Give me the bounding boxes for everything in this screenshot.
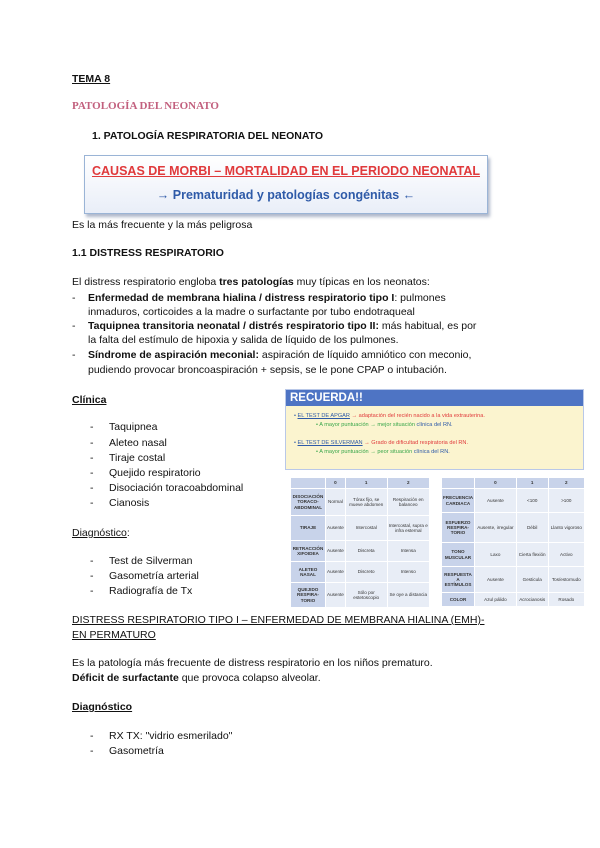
emh-text2-rest: que provoca colapso alveolar.: [178, 672, 321, 684]
table-cell: Activo: [548, 543, 584, 567]
pathology-item: - Enfermedad de membrana hialina / distress respiratorio tipo I: pulmones: [72, 292, 446, 304]
tema-label: TEMA 8: [72, 73, 111, 85]
table-header: 2: [548, 478, 584, 489]
diagnostico2-item: - RX TX: "vidrio esmerilado": [90, 730, 233, 742]
clinica-item-text: Taquipnea: [109, 421, 158, 433]
table-row: [442, 489, 585, 513]
table-cell: Tos/estornudo: [548, 567, 584, 593]
table-cell: Rosado: [548, 593, 584, 607]
clinica-item: - Cianosis: [90, 497, 150, 509]
table-row: [442, 513, 585, 543]
clinica-item: - Disociación toracoabdominal: [90, 482, 244, 494]
emh-text2-bold: Déficit de surfactante: [72, 672, 179, 684]
table-cell: Discreto: [345, 562, 387, 583]
diagnostico-item-text: Test de Silverman: [109, 555, 193, 567]
pathology-continuation: pudiendo provocar broncoaspiración + sepsis, se le pone CPAP o intubación.: [88, 364, 447, 376]
recuerda-title: RECUERDA!!: [286, 390, 583, 406]
table-header: [291, 478, 326, 489]
section-title: PATOLOGÍA DEL NEONATO: [72, 100, 219, 112]
pathology-item: - Síndrome de aspiración meconial: aspiración de líquido amniótico con meconio,: [72, 349, 472, 361]
pathology-bold: Síndrome de aspiración meconial:: [88, 349, 259, 361]
diagnostico2-item: - Gasometría: [90, 745, 164, 757]
table-row-header: TIRAJE: [291, 516, 326, 541]
table-cell: Ausente: [326, 541, 346, 562]
clinica-item: - Taquipnea: [90, 421, 158, 433]
causes-banner: [84, 155, 488, 214]
apgar-sub-a: A mayor puntuación → mejor situación: [319, 422, 415, 428]
pathology-bold: Enfermedad de membrana hialina / distress respiratorio tipo I: [88, 292, 395, 304]
intro-paragraph: [72, 276, 430, 288]
silverman-sub-b: clínica del RN.: [412, 449, 450, 455]
table-cell: Ausente, irregular: [475, 513, 517, 543]
table-row: [291, 541, 430, 562]
emh-text2: [72, 672, 321, 684]
table-header: 0: [475, 478, 517, 489]
clinica-item-text: Aleteo nasal: [109, 437, 167, 449]
diagnostico-item: - Test de Silverman: [90, 555, 193, 567]
banner-line1: CAUSAS DE MORBI – MORTALIDAD EN EL PERIODO NEONATAL: [92, 164, 480, 178]
table-cell: <100: [516, 489, 548, 513]
emh-heading-line2: EN PERMATURO: [72, 629, 156, 641]
apgar-line: • EL TEST DE APGAR → adaptación del recién nacido a la vida extrauterina.: [294, 413, 485, 419]
table-header: [442, 478, 475, 489]
pathology-text: más habitual, es por: [378, 320, 477, 332]
table-row-header: TONO MUSCULAR: [442, 543, 475, 567]
pathology-bold: Taquipnea transitoria neonatal / distrés respiratorio tipo II:: [88, 320, 379, 332]
silverman-sub-a: A mayor puntuación → peor situación: [319, 449, 413, 455]
pathology-item: - Taquipnea transitoria neonatal / distrés respiratorio tipo II: más habitual, es por: [72, 320, 477, 332]
table-row-header: RETRACCIÓN XIFOIDEA: [291, 541, 326, 562]
table-row: [291, 562, 430, 583]
table-row-header: ESFUERZO RESPIRA-TORIO: [442, 513, 475, 543]
diagnostico-item: - Gasometría arterial: [90, 570, 199, 582]
table-cell: Laxo: [475, 543, 517, 567]
silverman-text: → Grado de dificultad respiratoria del RN.: [364, 440, 468, 446]
intro-bold: tres patologías: [219, 276, 294, 288]
table-row-header: FRECUENCIA CARDIACA: [442, 489, 475, 513]
silverman-line: • EL TEST DE SILVERMAN → Grado de dificultad respiratoria del RN.: [294, 440, 468, 446]
diagnostico-item-text: Gasometría arterial: [109, 570, 199, 582]
table-row: [442, 543, 585, 567]
banner-line2: → Prematuridad y patologías congénitas ←: [156, 188, 416, 202]
table-cell: Débil: [516, 513, 548, 543]
recuerda-box: [285, 389, 584, 470]
apgar-sub: • A mayor puntuación → mejor situación clínica del RN.: [316, 422, 453, 428]
table-header: 1: [516, 478, 548, 489]
intro-post: muy típicas en los neonatos:: [293, 276, 430, 288]
table-row-header: RESPUESTA A ESTÍMULOS: [442, 567, 475, 593]
diagnostico-item-text: Radiografía de Tx: [109, 585, 193, 597]
table-cell: Intenso: [387, 562, 430, 583]
table-header: 1: [345, 478, 387, 489]
pathology-text: aspiración de líquido amniótico con meconio,: [258, 349, 472, 361]
table-cell: Normal: [326, 489, 346, 516]
table-cell: >100: [548, 489, 584, 513]
diagnostico2-item-text: RX TX: "vidrio esmerilado": [109, 730, 233, 742]
intro-pre: El distress respiratorio engloba: [72, 276, 220, 288]
table-cell: Gesticula: [516, 567, 548, 593]
apgar-sub-b: clínica del RN.: [414, 422, 453, 428]
clinica-item-text: Disociación toracoabdominal: [109, 482, 244, 494]
table-cell: Llanto vigoroso: [548, 513, 584, 543]
clinica-item: - Aleteo nasal: [90, 437, 167, 449]
table-cell: Intercostal, supra e infra esternal: [387, 516, 430, 541]
clinica-item-text: Cianosis: [109, 497, 150, 509]
table-cell: Acrocianosis: [516, 593, 548, 607]
table-row-header: QUEJIDO RESPIRA-TORIO: [291, 583, 326, 608]
table-cell: Azul pálido: [475, 593, 517, 607]
diagnostico2-title: Diagnóstico: [72, 701, 133, 713]
clinica-title: Clínica: [72, 394, 107, 406]
table-cell: Tórax fijo, se mueve abdomen: [345, 489, 387, 516]
table-cell: Ausente: [326, 583, 346, 608]
table-row: [442, 593, 585, 607]
table-cell: Discreta: [345, 541, 387, 562]
table-cell: Sólo por estetoscopio: [345, 583, 387, 608]
table-cell: Intercostal: [345, 516, 387, 541]
table-row-header: DISOCIACIÓN TORACO-ABDOMINAL: [291, 489, 326, 516]
table-cell: Ausente: [326, 516, 346, 541]
apgar-label: EL TEST DE APGAR: [297, 413, 350, 419]
table-cell: Se oye a distancia: [387, 583, 430, 608]
emh-text1: Es la patología más frecuente de distress respiratorio en los niños prematuro.: [72, 657, 433, 669]
emh-heading-line1: DISTRESS RESPIRATORIO TIPO I – ENFERMEDAD DE MEMBRANA HIALINA (EMH)-: [72, 614, 485, 626]
pathology-continuation: la falta del estímulo de hipoxia y salida de líquido de los pulmones.: [88, 334, 399, 346]
table-cell: Intensa: [387, 541, 430, 562]
table-header: 2: [387, 478, 430, 489]
silverman-label: EL TEST DE SILVERMAN: [297, 440, 363, 446]
apgar-table: [441, 477, 585, 607]
diagnostico2-item-text: Gasometría: [109, 745, 164, 757]
diagnostico-title: [72, 527, 130, 539]
table-row: [291, 516, 430, 541]
pathology-text: : pulmones: [394, 292, 446, 304]
table-cell: Ausente: [326, 562, 346, 583]
table-header: 0: [326, 478, 346, 489]
heading-distress: 1.1 DISTRESS RESPIRATORIO: [72, 247, 224, 259]
silverman-sub: • A mayor puntuación → peor situación clínica del RN.: [316, 449, 450, 455]
table-cell: Ausente: [475, 489, 517, 513]
apgar-text: → adaptación del recién nacido a la vida extrauterina.: [351, 413, 485, 419]
table-row: [442, 567, 585, 593]
table-row-header: COLOR: [442, 593, 475, 607]
frequent-text: Es la más frecuente y la más peligrosa: [72, 219, 253, 231]
silverman-table: [290, 477, 430, 608]
table-row: [291, 583, 430, 608]
pathology-continuation: inmaduros, corticoides a la madre o surfactante por tubo endotraqueal: [88, 306, 415, 318]
table-cell: Ausente: [475, 567, 517, 593]
table-cell: Respiración en balanceo: [387, 489, 430, 516]
table-row: [291, 489, 430, 516]
diagnostico-item: - Radiografía de Tx: [90, 585, 193, 597]
clinica-item-text: Tiraje costal: [109, 452, 166, 464]
diagnostico-colon: :: [126, 527, 130, 539]
clinica-item-text: Quejido respiratorio: [109, 467, 201, 479]
table-cell: Cierta flexión: [516, 543, 548, 567]
clinica-item: - Quejido respiratorio: [90, 467, 201, 479]
table-row-header: ALETEO NASAL: [291, 562, 326, 583]
clinica-item: - Tiraje costal: [90, 452, 166, 464]
heading-respiratoria: 1. PATOLOGÍA RESPIRATORIA DEL NEONATO: [92, 130, 324, 142]
diagnostico-title-text: Diagnóstico: [72, 527, 127, 539]
